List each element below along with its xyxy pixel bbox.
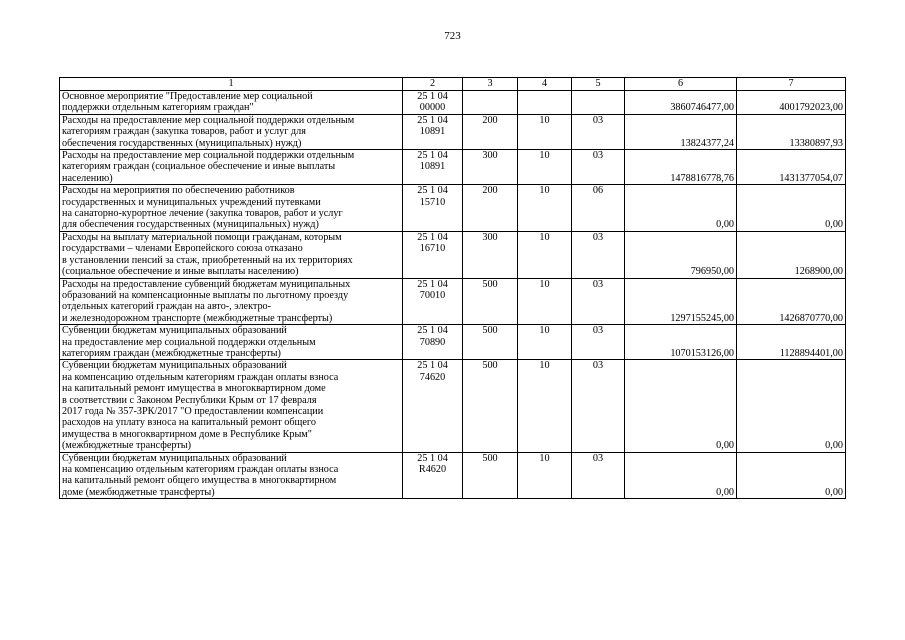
row-name: Субвенции бюджетам муниципальных образований на компенсацию отдельным категориям граждан оплаты взноса на капитальный ремонт общего имущества в многоквартирном доме (межбюджетные трансферты) bbox=[60, 452, 403, 499]
row-c3: 500 bbox=[463, 278, 518, 325]
header-cell: 2 bbox=[403, 78, 463, 91]
row-c3: 500 bbox=[463, 452, 518, 499]
row-value-6: 1478816778,76 bbox=[625, 150, 737, 185]
row-c3: 300 bbox=[463, 231, 518, 278]
row-value-7: 1431377054,07 bbox=[737, 150, 846, 185]
row-c3: 500 bbox=[463, 360, 518, 452]
row-code: 25 1 04 10891 bbox=[403, 150, 463, 185]
table-row bbox=[60, 452, 846, 499]
row-name: Расходы на предоставление субвенций бюджетам муниципальных образований на компенсационные выплаты по льготному проезду отдельных категорий граждан на авто-, электро- и железнодорожном транспорте (межбюджетные трансферты) bbox=[60, 278, 403, 325]
row-value-6: 0,00 bbox=[625, 360, 737, 452]
row-c5: 03 bbox=[572, 325, 625, 360]
row-c5: 03 bbox=[572, 452, 625, 499]
row-c4: 10 bbox=[518, 325, 572, 360]
page-number: 723 bbox=[444, 30, 461, 42]
row-value-7: 0,00 bbox=[737, 452, 846, 499]
row-name: Субвенции бюджетам муниципальных образований на предоставление мер социальной поддержки отдельным категориям граждан (межбюджетные трансферты) bbox=[60, 325, 403, 360]
row-name: Субвенции бюджетам муниципальных образований на компенсацию отдельным категориям граждан оплаты взноса на капитальный ремонт имущества в многоквартирном доме в соответствии с Законом Республики Крым от 17 февраля 2017 года № 357-ЗРК/2017 "О предоставлении компенсации расходов на уплату взноса на капитальный ремонт общего имущества в многоквартирном доме в Республике Крым" (межбюджетные трансферты) bbox=[60, 360, 403, 452]
row-code: 25 1 04 R4620 bbox=[403, 452, 463, 499]
table-row bbox=[60, 231, 846, 278]
row-c4: 10 bbox=[518, 231, 572, 278]
row-c3: 200 bbox=[463, 114, 518, 149]
row-value-7: 0,00 bbox=[737, 360, 846, 452]
row-c5: 03 bbox=[572, 278, 625, 325]
row-name: Расходы на предоставление мер социальной поддержки отдельным категориям граждан (закупка товаров, работ и услуг для обеспечения государственных (муниципальных) нужд) bbox=[60, 114, 403, 149]
row-c3: 300 bbox=[463, 150, 518, 185]
row-c3 bbox=[463, 91, 518, 115]
row-value-7: 4001792023,00 bbox=[737, 91, 846, 115]
row-code: 25 1 04 70010 bbox=[403, 278, 463, 325]
row-c4: 10 bbox=[518, 452, 572, 499]
row-value-6: 0,00 bbox=[625, 185, 737, 232]
row-name: Расходы на мероприятия по обеспечению работников государственных и муниципальных учреждений путевками на санаторно-курортное лечение (закупка товаров, работ и услуг для обеспечения государственных (муниципальных) нужд) bbox=[60, 185, 403, 232]
row-value-6: 796950,00 bbox=[625, 231, 737, 278]
row-value-6: 0,00 bbox=[625, 452, 737, 499]
row-c3: 200 bbox=[463, 185, 518, 232]
table-row bbox=[60, 150, 846, 185]
row-value-7: 1268900,00 bbox=[737, 231, 846, 278]
row-value-6: 13824377,24 bbox=[625, 114, 737, 149]
row-c4: 10 bbox=[518, 185, 572, 232]
header-cell: 4 bbox=[518, 78, 572, 91]
row-name: Основное мероприятие "Предоставление мер социальной поддержки отдельным категориям граждан" bbox=[60, 91, 403, 115]
header-cell: 3 bbox=[463, 78, 518, 91]
header-cell: 7 bbox=[737, 78, 846, 91]
row-c5: 06 bbox=[572, 185, 625, 232]
header-cell: 5 bbox=[572, 78, 625, 91]
row-code: 25 1 04 70890 bbox=[403, 325, 463, 360]
row-c4 bbox=[518, 91, 572, 115]
row-value-7: 1128894401,00 bbox=[737, 325, 846, 360]
row-code: 25 1 04 74620 bbox=[403, 360, 463, 452]
row-c4: 10 bbox=[518, 114, 572, 149]
row-value-6: 3860746477,00 bbox=[625, 91, 737, 115]
header-cell: 1 bbox=[60, 78, 403, 91]
row-c4: 10 bbox=[518, 150, 572, 185]
row-code: 25 1 04 10891 bbox=[403, 114, 463, 149]
row-value-7: 1426870770,00 bbox=[737, 278, 846, 325]
row-c4: 10 bbox=[518, 278, 572, 325]
row-c5: 03 bbox=[572, 360, 625, 452]
row-value-7: 0,00 bbox=[737, 185, 846, 232]
table-row bbox=[60, 185, 846, 232]
table-row bbox=[60, 360, 846, 452]
row-name: Расходы на выплату материальной помощи гражданам, которым государствами – членами Европейского союза отказано в установлении пенсий за стаж, приобретенный на их территориях (социальное обеспечение и иные выплаты населению) bbox=[60, 231, 403, 278]
row-name: Расходы на предоставление мер социальной поддержки отдельным категориям граждан (социальное обеспечение и иные выплаты населению) bbox=[60, 150, 403, 185]
row-value-6: 1297155245,00 bbox=[625, 278, 737, 325]
table-row bbox=[60, 325, 846, 360]
row-c5 bbox=[572, 91, 625, 115]
table-row bbox=[60, 91, 846, 115]
row-c5: 03 bbox=[572, 114, 625, 149]
row-code: 25 1 04 16710 bbox=[403, 231, 463, 278]
row-c5: 03 bbox=[572, 231, 625, 278]
row-c4: 10 bbox=[518, 360, 572, 452]
table-row bbox=[60, 278, 846, 325]
table-row bbox=[60, 114, 846, 149]
row-value-7: 13380897,93 bbox=[737, 114, 846, 149]
header-row bbox=[60, 78, 846, 91]
row-c3: 500 bbox=[463, 325, 518, 360]
row-code: 25 1 04 15710 bbox=[403, 185, 463, 232]
row-code: 25 1 04 00000 bbox=[403, 91, 463, 115]
row-c5: 03 bbox=[572, 150, 625, 185]
budget-table bbox=[59, 77, 846, 499]
header-cell: 6 bbox=[625, 78, 737, 91]
row-value-6: 1070153126,00 bbox=[625, 325, 737, 360]
